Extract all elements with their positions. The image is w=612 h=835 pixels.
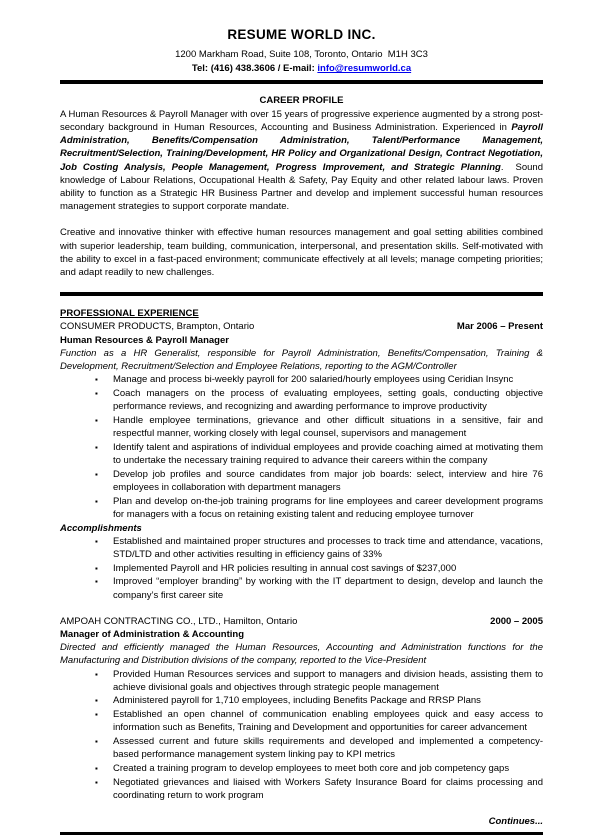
continues-label: Continues... [488,816,543,828]
experience-heading: PROFESSIONAL EXPERIENCE [60,308,199,320]
job-title: Manager of Administration & Accounting [60,628,245,640]
bullet-item: ▪ Negotiated grievances and liaised with Workers Safety Insurance Board for claims processing and coordinating return to work program [60,776,543,802]
bullet-item: ▪ Provided Human Resources services and support to managers and division heads, assisting them to achieve divisional goals and objectives through strategic people management [60,668,543,694]
job-duties-list [60,668,543,803]
header-divider [60,80,543,84]
career-profile-paragraph-1 [60,108,543,214]
bullet-item: ▪ Administered payroll for 1,710 employees, including Benefits Package and RRSP Plans [60,694,543,707]
employer-name: AMPOAH CONTRACTING CO., LTD., Hamilton, Ontario [60,615,298,627]
profile-text-end: . Sound knowledge of Labour Relations, Occupational Health & Safety, Pay Equity and other related labour laws. Proven ability to function as a Strategic HR Business Partner and develop and implement successful human resources management strategies to support corporate mandate. [60,161,543,213]
bullet-item: ▪ Manage and process bi-weekly payroll for 200 salaried/hourly employees using Ceridian Insync [60,373,543,386]
bullet-item: ▪ Coach managers on the process of evaluating employees, setting goals, conducting objective performance reviews, and recognizing and awarding performance to improve productivity [60,387,543,413]
section-divider [60,292,543,296]
job-entry-ampoah [60,615,543,802]
job-summary: Directed and efficiently managed the Human Resources, Accounting and Administration functions for the Manufacturing and Distribution divisions of the company, reported to the Vice-President [60,642,543,667]
bullet-item: ▪ Develop job profiles and source candidates from major job boards: select, interview and hire 76 employees in collaboration with department managers [60,468,543,494]
career-profile-heading: CAREER PROFILE [259,94,344,106]
job-header [60,320,543,333]
job-duties-list [60,373,543,521]
bullet-item: ▪ Established and maintained proper structures and processes to track time and attendance, vacations, STD/LTD and other activities resulting in efficiency gains of 33% [60,535,543,561]
career-profile-paragraph-2: Creative and innovative thinker with effective human resources management and goal setting abilities combined with superior leadership, team building, communication, interpersonal, and presentation skills. Self-motivated with the ability to excel in a fast-paced environment; communicate effectively at all levels; manage competing priorities; and adapt readily to new challenges. [60,227,543,279]
experience-section [60,307,543,835]
bullet-item: ▪ Identify talent and aspirations of individual employees and provide coaching aimed at motivating them to undertake the necessary training required to advance their careers within the company [60,441,543,467]
bullet-item: ▪ Established an open channel of communication enabling employees quick and easy access to information such as Benefits, Training and Development and opportunities for career advancement [60,708,543,734]
bullet-item: ▪ Assessed current and future skills requirements and developed and implemented a competency-based performance management system linking pay to KPI metrics [60,735,543,761]
profile-specialties: Payroll Administration, Benefits/Compensation Administration, Talent/Performance Management, Recruitment/Selection, Training/Development, HR Policy and Organizational Design, Contract Negotiation, Job Costing Analysis, People Management, Progress Improvement, and Strategic Planning [60,122,543,173]
employment-dates: 2000 – 2005 [490,615,543,627]
letterhead [60,28,543,84]
bullet-item: ▪ Plan and develop on-the-job training programs for line employees and career development programs for managers with a focus on retaining existing talent and reducing employee turnover [60,495,543,521]
email-link[interactable]: info@resumworld.ca [317,63,412,75]
career-profile-section [60,94,543,297]
contact-prefix: Tel: (416) 438.3606 / E-mail: [191,63,318,75]
employer-name: CONSUMER PRODUCTS, Brampton, Ontario [60,321,255,333]
company-address: 1200 Markham Road, Suite 108, Toronto, Ontario M1H 3C3 [175,49,428,61]
contact-line [60,62,543,75]
employment-dates: Mar 2006 – Present [456,321,543,333]
bullet-item: ▪ Improved “employer branding” by working with the IT department to design, develop and launch the company’s first career site [60,575,543,601]
job-entry-consumer-products [60,320,543,601]
company-name: RESUME WORLD INC. [227,27,376,42]
bullet-item: ▪ Created a training program to develop employees to meet both core and job competency gaps [60,762,543,775]
accomplishments-heading: Accomplishments [60,522,142,534]
bullet-item: ▪ Implemented Payroll and HR policies resulting in annual cost savings of $237,000 [60,562,543,575]
job-summary: Function as a HR Generalist, responsible for Payroll Administration, Benefits/Compensation, Training & Development, Recruitment/Selection and Employee Relations, reporting to the AGM/Controller [60,347,543,373]
accomplishments-list [60,535,543,602]
bullet-item: ▪ Handle employee terminations, grievance and other difficult situations in a sensitive, fair and respectful manner, working closely with legal counsel, supervisors and management [60,414,543,440]
profile-text-start: A Human Resources & Payroll Manager with over 15 years of progressive experience augmented by a strong post-secondary background in Human Resources, Accounting and Business Administration. Experienced in [60,108,543,134]
job-title: Human Resources & Payroll Manager [60,334,229,346]
job-header [60,615,543,628]
